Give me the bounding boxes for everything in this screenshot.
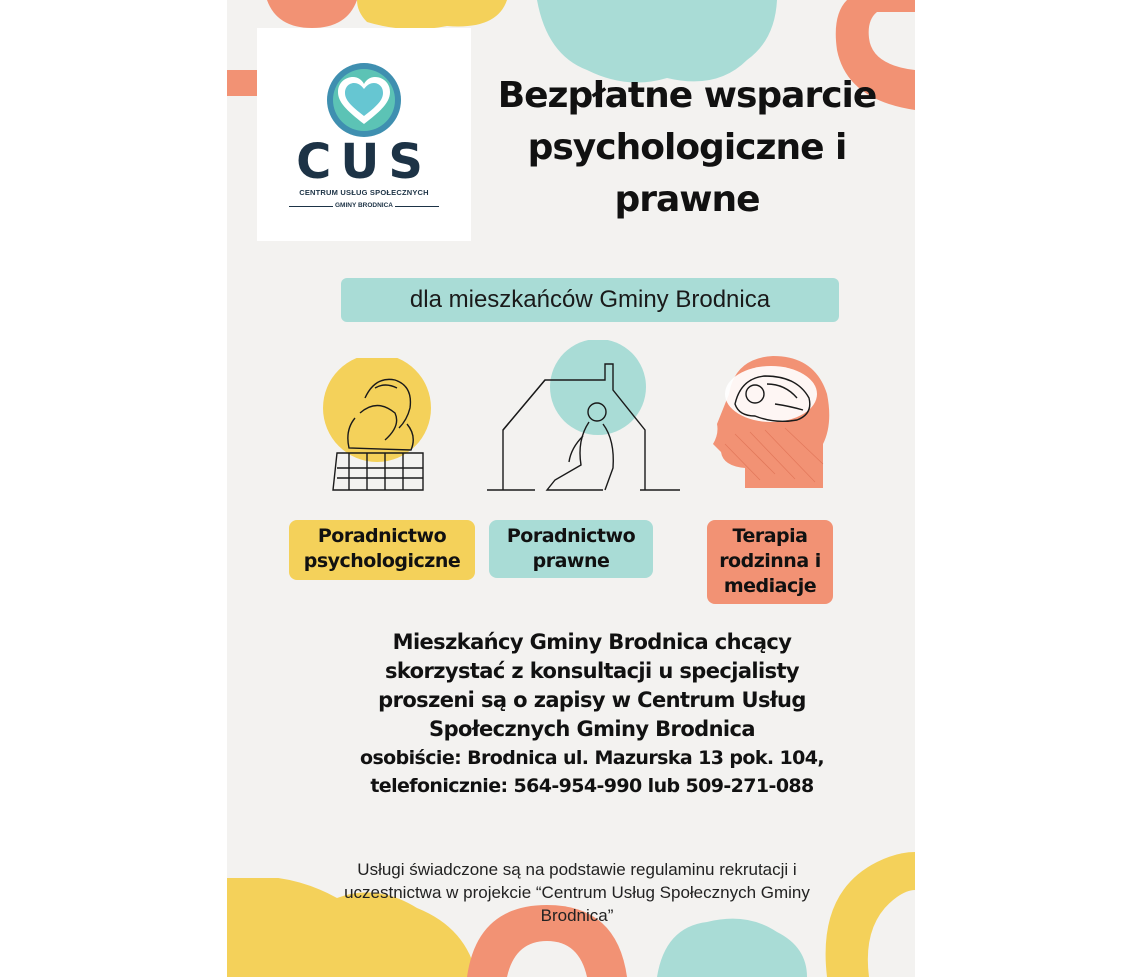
address-line: osobiście: Brodnica ul. Mazurska 13 pok. 104, (360, 747, 824, 769)
phone-line: telefonicznie: 564-954-990 lub 509-271-088 (370, 775, 814, 797)
person-hugging-knees-icon (315, 358, 445, 498)
page-title: Bezpłatne wsparcie psychologiczne i prawne (497, 75, 877, 220)
info-line: Społecznych Gminy Brodnica (429, 717, 755, 741)
subtitle-banner: dla mieszkańców Gminy Brodnica (341, 278, 839, 322)
heart-logo-icon (324, 60, 404, 140)
info-line: skorzystać z konsultacji u specjalisty (384, 659, 800, 683)
decorative-blob-left-orange (227, 70, 257, 96)
logo-acronym: CUS (296, 134, 432, 190)
info-line: proszeni są o zapisy w Centrum Usług (378, 688, 806, 712)
service-tag-legal: Poradnictwo prawne (489, 520, 653, 578)
footer-note: Usługi świadczone są na podstawie regulaminu rekrutacji i uczestnictwa w projekcie “Centrum Usług Społecznych Gminy Brodnica” (344, 860, 810, 925)
service-tag-family-therapy: Terapia rodzinna i mediacje (707, 520, 833, 604)
head-curled-person-icon (705, 354, 835, 492)
info-line: Mieszkańcy Gminy Brodnica chcący (392, 630, 792, 654)
logo-full-name: CENTRUM USŁUG SPOŁECZNYCH (299, 188, 429, 197)
house-sitting-person-icon (485, 340, 685, 500)
decorative-blob-top-orange (267, 0, 357, 30)
registration-info (327, 628, 857, 800)
logo-municipality: GMINY BRODNICA (287, 202, 441, 209)
poster (227, 0, 915, 977)
cus-logo (257, 28, 471, 241)
service-tag-psychological: Poradnictwo psychologiczne (289, 520, 475, 580)
